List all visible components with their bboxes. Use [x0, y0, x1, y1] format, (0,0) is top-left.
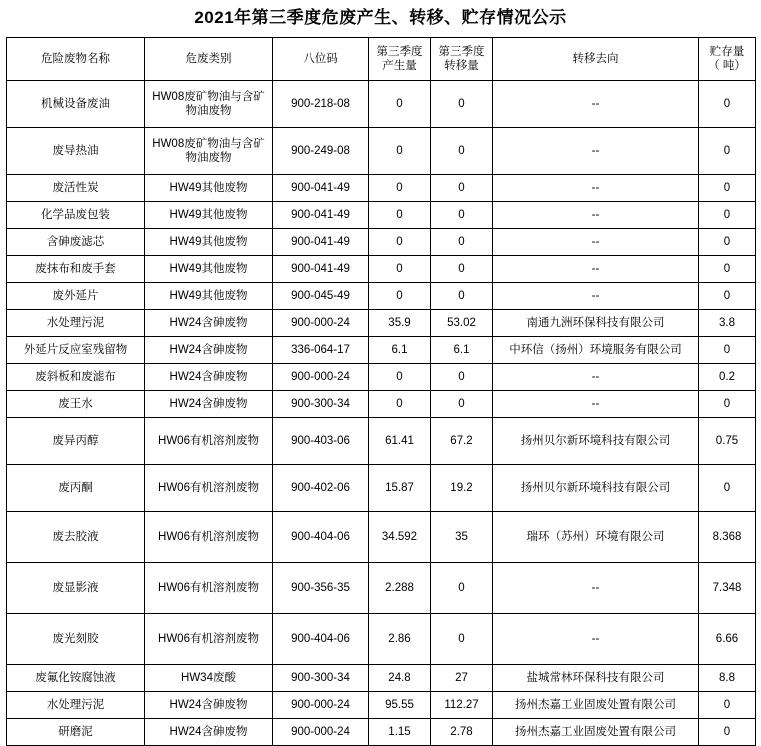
cell-waste-name: 废异丙醇: [7, 418, 145, 465]
table-row: [7, 229, 756, 256]
cell-transferred-amount: 19.2: [431, 465, 493, 512]
cell-waste-name: 废抹布和废手套: [7, 256, 145, 283]
cell-waste-category: HW06有机溶剂废物: [145, 614, 273, 665]
table-header-row: [7, 38, 756, 81]
cell-transfer-destination: 扬州杰嘉工业固废处置有限公司: [493, 692, 699, 719]
cell-waste-category: HW24含砷废物: [145, 337, 273, 364]
cell-waste-code: 900-404-06: [273, 614, 369, 665]
column-header-generated-line2: 产生量: [382, 60, 417, 73]
cell-waste-code: 900-404-06: [273, 512, 369, 563]
cell-transferred-amount: 53.02: [431, 310, 493, 337]
cell-waste-category: HW49其他废物: [145, 229, 273, 256]
cell-transferred-amount: 67.2: [431, 418, 493, 465]
table-row: [7, 512, 756, 563]
cell-stored-amount: 0: [699, 81, 756, 128]
cell-transferred-amount: 0: [431, 256, 493, 283]
cell-stored-amount: 0: [699, 391, 756, 418]
cell-waste-category: HW08废矿物油与含矿物油废物: [145, 81, 273, 128]
cell-waste-category: HW24含砷废物: [145, 692, 273, 719]
cell-transfer-destination: 扬州杰嘉工业固废处置有限公司: [493, 719, 699, 746]
cell-waste-name: 废导热油: [7, 128, 145, 175]
cell-generated-amount: 0: [369, 391, 431, 418]
table-row: [7, 202, 756, 229]
cell-generated-amount: 2.288: [369, 563, 431, 614]
cell-transferred-amount: 2.78: [431, 719, 493, 746]
cell-transfer-destination: 瑞环（苏州）环境有限公司: [493, 512, 699, 563]
cell-waste-category: HW06有机溶剂废物: [145, 512, 273, 563]
cell-waste-code: 900-218-08: [273, 81, 369, 128]
column-header-transferred: [431, 38, 493, 81]
cell-transfer-destination: 南通九洲环保科技有限公司: [493, 310, 699, 337]
cell-stored-amount: 6.66: [699, 614, 756, 665]
cell-transfer-destination: --: [493, 256, 699, 283]
cell-transferred-amount: 0: [431, 364, 493, 391]
column-header-generated-line1: 第三季度: [376, 46, 423, 59]
cell-waste-code: 900-041-49: [273, 202, 369, 229]
table-row: [7, 337, 756, 364]
cell-waste-name: 废王水: [7, 391, 145, 418]
cell-waste-code: 900-000-24: [273, 364, 369, 391]
table-row: [7, 81, 756, 128]
cell-transfer-destination: 扬州贝尔新环境科技有限公司: [493, 465, 699, 512]
cell-stored-amount: 7.348: [699, 563, 756, 614]
cell-waste-code: 900-041-49: [273, 229, 369, 256]
cell-waste-name: 水处理污泥: [7, 310, 145, 337]
cell-generated-amount: 6.1: [369, 337, 431, 364]
cell-waste-code: 900-000-24: [273, 719, 369, 746]
cell-generated-amount: 15.87: [369, 465, 431, 512]
cell-transferred-amount: 0: [431, 229, 493, 256]
cell-waste-category: HW24含砷废物: [145, 719, 273, 746]
table-body: [7, 81, 756, 746]
cell-stored-amount: 0: [699, 692, 756, 719]
cell-transferred-amount: 0: [431, 391, 493, 418]
cell-transferred-amount: 112.27: [431, 692, 493, 719]
cell-transferred-amount: 0: [431, 614, 493, 665]
cell-transfer-destination: 中环信（扬州）环境服务有限公司: [493, 337, 699, 364]
cell-waste-name: 废显影液: [7, 563, 145, 614]
cell-stored-amount: 0: [699, 175, 756, 202]
cell-transfer-destination: --: [493, 202, 699, 229]
cell-waste-code: 900-300-34: [273, 665, 369, 692]
cell-waste-name: 含砷废滤芯: [7, 229, 145, 256]
table-row: [7, 665, 756, 692]
cell-waste-category: HW24含砷废物: [145, 364, 273, 391]
cell-transferred-amount: 0: [431, 81, 493, 128]
table-row: [7, 614, 756, 665]
cell-waste-code: 900-249-08: [273, 128, 369, 175]
cell-waste-name: 废斜板和废滤布: [7, 364, 145, 391]
cell-waste-category: HW06有机溶剂废物: [145, 563, 273, 614]
column-header-stored: [699, 38, 756, 81]
table-row: [7, 256, 756, 283]
cell-waste-name: 废外延片: [7, 283, 145, 310]
cell-generated-amount: 0: [369, 229, 431, 256]
column-header-transferred-line2: 转移量: [444, 60, 479, 73]
cell-transfer-destination: 扬州贝尔新环境科技有限公司: [493, 418, 699, 465]
cell-transferred-amount: 0: [431, 202, 493, 229]
cell-waste-category: HW49其他废物: [145, 175, 273, 202]
cell-stored-amount: 3.8: [699, 310, 756, 337]
cell-transferred-amount: 27: [431, 665, 493, 692]
table-row: [7, 563, 756, 614]
cell-generated-amount: 0: [369, 81, 431, 128]
cell-transferred-amount: 0: [431, 128, 493, 175]
table-row: [7, 692, 756, 719]
cell-waste-category: HW06有机溶剂废物: [145, 465, 273, 512]
cell-stored-amount: 0: [699, 128, 756, 175]
cell-waste-name: 废氟化铵腐蚀液: [7, 665, 145, 692]
column-header-destination: 转移去向: [493, 38, 699, 81]
cell-transfer-destination: --: [493, 229, 699, 256]
cell-generated-amount: 34.592: [369, 512, 431, 563]
cell-stored-amount: 0: [699, 465, 756, 512]
column-header-category: 危废类别: [145, 38, 273, 81]
cell-generated-amount: 95.55: [369, 692, 431, 719]
table-header: [7, 38, 756, 81]
cell-generated-amount: 0: [369, 364, 431, 391]
cell-waste-name: 废活性炭: [7, 175, 145, 202]
cell-waste-code: 336-064-17: [273, 337, 369, 364]
table-row: [7, 719, 756, 746]
cell-waste-category: HW24含砷废物: [145, 391, 273, 418]
cell-waste-category: HW34废酸: [145, 665, 273, 692]
cell-generated-amount: 0: [369, 202, 431, 229]
cell-stored-amount: 8.368: [699, 512, 756, 563]
table-row: [7, 391, 756, 418]
cell-waste-code: 900-402-06: [273, 465, 369, 512]
cell-waste-code: 900-403-06: [273, 418, 369, 465]
cell-transferred-amount: 6.1: [431, 337, 493, 364]
cell-generated-amount: 2.86: [369, 614, 431, 665]
cell-waste-category: HW49其他废物: [145, 256, 273, 283]
cell-stored-amount: 0.2: [699, 364, 756, 391]
cell-generated-amount: 0: [369, 283, 431, 310]
table-row: [7, 465, 756, 512]
cell-waste-name: 化学品废包装: [7, 202, 145, 229]
cell-waste-code: 900-000-24: [273, 310, 369, 337]
column-header-code: 八位码: [273, 38, 369, 81]
cell-waste-name: 外延片反应室残留物: [7, 337, 145, 364]
cell-stored-amount: 0: [699, 229, 756, 256]
cell-waste-code: 900-045-49: [273, 283, 369, 310]
cell-waste-code: 900-356-35: [273, 563, 369, 614]
cell-stored-amount: 0.75: [699, 418, 756, 465]
cell-waste-name: 机械设备废油: [7, 81, 145, 128]
cell-waste-name: 研磨泥: [7, 719, 145, 746]
cell-waste-category: HW24含砷废物: [145, 310, 273, 337]
cell-transferred-amount: 35: [431, 512, 493, 563]
table-row: [7, 418, 756, 465]
cell-stored-amount: 0: [699, 337, 756, 364]
cell-waste-code: 900-041-49: [273, 175, 369, 202]
cell-generated-amount: 0: [369, 175, 431, 202]
hazardous-waste-table: [6, 37, 756, 746]
cell-transfer-destination: --: [493, 364, 699, 391]
cell-stored-amount: 0: [699, 283, 756, 310]
cell-stored-amount: 0: [699, 719, 756, 746]
cell-waste-code: 900-000-24: [273, 692, 369, 719]
column-header-stored-line2: （ 吨）: [708, 60, 746, 73]
cell-waste-name: 废去胶液: [7, 512, 145, 563]
cell-waste-name: 水处理污泥: [7, 692, 145, 719]
column-header-stored-line1: 贮存量: [709, 46, 745, 59]
cell-transfer-destination: --: [493, 81, 699, 128]
cell-stored-amount: 0: [699, 256, 756, 283]
cell-transfer-destination: --: [493, 563, 699, 614]
cell-transferred-amount: 0: [431, 283, 493, 310]
cell-waste-category: HW08废矿物油与含矿物油废物: [145, 128, 273, 175]
cell-transfer-destination: --: [493, 128, 699, 175]
cell-generated-amount: 61.41: [369, 418, 431, 465]
cell-generated-amount: 1.15: [369, 719, 431, 746]
table-row: [7, 364, 756, 391]
cell-generated-amount: 0: [369, 128, 431, 175]
page-title: 2021年第三季度危废产生、转移、贮存情况公示: [194, 8, 567, 27]
cell-transfer-destination: --: [493, 283, 699, 310]
cell-waste-category: HW49其他废物: [145, 283, 273, 310]
cell-waste-code: 900-300-34: [273, 391, 369, 418]
table-row: [7, 128, 756, 175]
cell-transfer-destination: 盐城常林环保科技有限公司: [493, 665, 699, 692]
cell-generated-amount: 24.8: [369, 665, 431, 692]
cell-waste-category: HW06有机溶剂废物: [145, 418, 273, 465]
cell-waste-name: 废光刻胶: [7, 614, 145, 665]
table-row: [7, 310, 756, 337]
cell-transfer-destination: --: [493, 614, 699, 665]
column-header-name: 危险废物名称: [7, 38, 145, 81]
cell-transferred-amount: 0: [431, 175, 493, 202]
column-header-generated: [369, 38, 431, 81]
cell-transferred-amount: 0: [431, 563, 493, 614]
cell-generated-amount: 0: [369, 256, 431, 283]
cell-waste-code: 900-041-49: [273, 256, 369, 283]
cell-transfer-destination: --: [493, 391, 699, 418]
table-row: [7, 175, 756, 202]
table-row: [7, 283, 756, 310]
cell-waste-name: 废丙酮: [7, 465, 145, 512]
cell-generated-amount: 35.9: [369, 310, 431, 337]
column-header-transferred-line1: 第三季度: [438, 46, 485, 59]
cell-transfer-destination: --: [493, 175, 699, 202]
cell-stored-amount: 0: [699, 202, 756, 229]
cell-waste-category: HW49其他废物: [145, 202, 273, 229]
cell-stored-amount: 8.8: [699, 665, 756, 692]
